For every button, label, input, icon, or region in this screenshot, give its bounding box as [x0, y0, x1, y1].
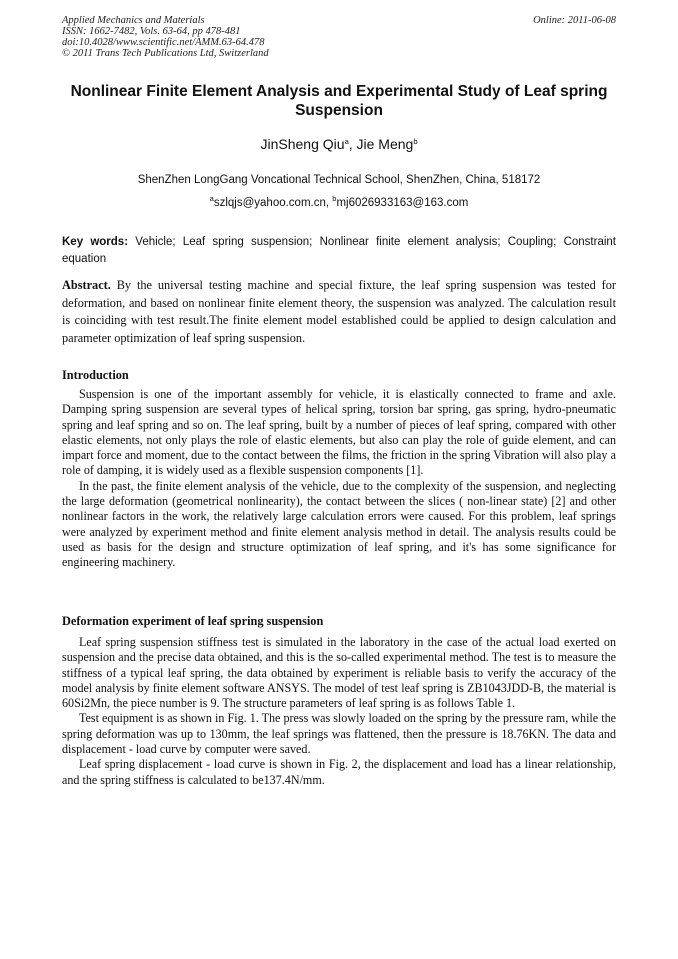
journal-name: Applied Mechanics and Materials: [62, 15, 205, 26]
email-line: [62, 196, 616, 210]
abstract-block: [62, 277, 616, 347]
author-separator: ,: [348, 136, 357, 152]
affiliation: ShenZhen LongGang Voncational Technical School, ShenZhen, China, 518172: [137, 174, 541, 186]
email-mark: a: [209, 194, 214, 203]
section-heading-introduction: Introduction: [62, 368, 129, 382]
issn-line: ISSN: 1662-7482, Vols. 63-64, pp 478-481: [62, 26, 241, 37]
author-affil-mark: b: [413, 137, 418, 146]
author-affil-mark: a: [344, 137, 349, 146]
paragraph: Suspension is one of the important assembly for vehicle, it is elastically connected to frame and axle. Damping spring suspension are several types of helical spring, torsion bar spring, gas spring, hydro-pneumatic spring and leaf spring and so on. The leaf spring, built by a number of pieces of leaf spring, compared with other elastic elements, not only plays the role of elastic elements, but also can play the role of guide element, and can impart force and moment, due to the contact between the films, the friction in the spring Vibration will also play a role of damping, it is widely used as a flexible suspension components [1].: [62, 387, 616, 478]
introduction-body: [62, 387, 616, 571]
keywords-text: Vehicle; Leaf spring suspension; Nonlinear finite element analysis; Coupling; Constraint equation: [62, 236, 616, 265]
paper-title: Nonlinear Finite Element Analysis and Experimental Study of Leaf spring Suspension: [70, 83, 608, 119]
author-line: [62, 135, 616, 153]
paragraph: Leaf spring suspension stiffness test is simulated in the laboratory in the case of the actual load exerted on suspension and the precise data obtained, and this is the so-called experimental method. The test is to measure the stiffness of a typical leaf spring, the data obtained by experiment is reliable basis to verify the accuracy of the model analysis by finite element software ANSYS. The model of test leaf spring is ZB1043JDD-B, the material is 60Si2Mn, the piece number is 9. The structure parameters of leaf spring is as follows Table 1.: [62, 635, 616, 711]
deformation-body: [62, 635, 616, 788]
doi-line: doi:10.4028/www.scientific.net/AMM.63-64.478: [62, 37, 265, 48]
section-heading-deformation: Deformation experiment of leaf spring suspension: [62, 614, 324, 628]
online-date: Online: 2011-06-08: [533, 15, 616, 26]
email-address: szlqjs@yahoo.com.cn,: [213, 197, 333, 209]
paragraph: Test equipment is as shown in Fig. 1. The press was slowly loaded on the spring by the pressure ram, while the spring deformation was up to 130mm, the leaf springs was flattened, then the pressure is 18.76KN. The data and displacement - load curve by computer were saved.: [62, 711, 616, 757]
author-name: JinSheng Qiu: [260, 136, 345, 152]
author-name: Jie Meng: [356, 136, 414, 152]
paragraph: Leaf spring displacement - load curve is shown in Fig. 2, the displacement and load has a linear relationship, and the spring stiffness is calculated to be137.4N/mm.: [62, 757, 616, 787]
abstract-label: Abstract.: [62, 278, 111, 292]
keywords-label: Key words:: [62, 236, 129, 248]
email-address: mj6026933163@163.com: [336, 197, 469, 209]
abstract-text: By the universal testing machine and special fixture, the leaf spring suspension was tested for deformation, and based on nonlinear finite element theory, the suspension was analyzed. The calculation result is coinciding with test result.The finite element model established could be applied to design calculation and parameter optimization of leaf spring suspension.: [62, 278, 616, 345]
keywords-block: [62, 234, 616, 268]
copyright-line: © 2011 Trans Tech Publications Ltd, Switzerland: [62, 48, 269, 59]
email-mark: b: [332, 194, 337, 203]
paragraph: In the past, the finite element analysis of the vehicle, due to the complexity of the suspension, and neglecting the large deformation (geometrical nonlinearity), the contact between the slices ( non-linear state) [2] and other nonlinear factors in the work, the relatively large calculation errors were caused. For this problem, leaf springs were analyzed by experiment method and finite element analysis method in detail. The analysis results could be used as basis for the design and structure optimization of leaf spring, and it's has some significance for engineering machinery.: [62, 478, 616, 570]
journal-header: [62, 15, 616, 59]
